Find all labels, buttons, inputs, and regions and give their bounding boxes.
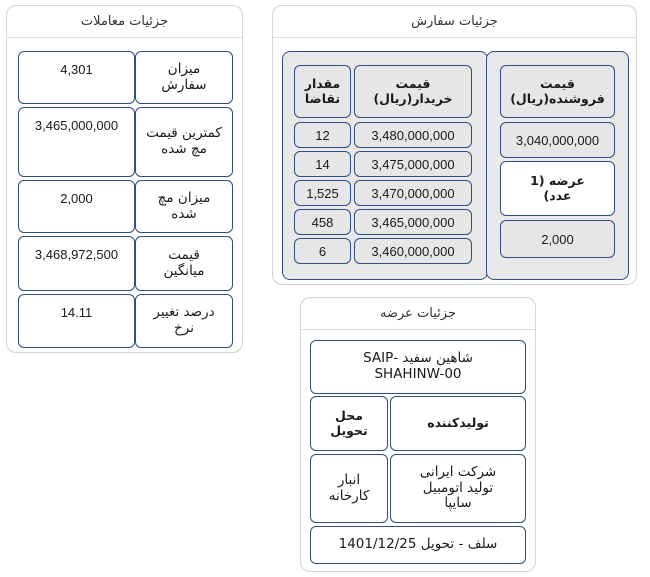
demand-qty-5: 6	[294, 238, 351, 264]
buyer-price-4: 3,465,000,000	[354, 209, 472, 235]
supply-body	[301, 330, 535, 571]
supply-count-header: عرضه (1 عدد)	[500, 161, 615, 216]
delivery-place-value: انبار کارخانه	[310, 454, 388, 523]
demand-qty-1: 12	[294, 122, 351, 148]
average-price-label: قیمت میانگین	[135, 236, 233, 291]
order-volume-value: 4,301	[18, 51, 135, 104]
demand-qty-header: مقدار تقاضا	[294, 65, 351, 118]
rate-change-value: 14.11	[18, 294, 135, 348]
buyer-price-header: قیمت خریدار(ریال)	[354, 65, 472, 118]
demand-qty-3: 1,525	[294, 180, 351, 206]
transactions-body	[7, 38, 242, 352]
supply-count-value: 2,000	[500, 220, 615, 258]
buyer-price-1: 3,480,000,000	[354, 122, 472, 148]
order-panel	[272, 5, 637, 285]
transactions-panel	[6, 5, 243, 353]
buyer-price-3: 3,470,000,000	[354, 180, 472, 206]
rate-change-label: درصد تغییر نرخ	[135, 294, 233, 348]
delivery-place-label: محل تحویل	[310, 396, 388, 451]
buyer-price-5: 3,460,000,000	[354, 238, 472, 264]
min-matched-price-label: کمترین قیمت مچ شده	[135, 107, 233, 177]
product-name: شاهین سفید -SAIP SHAHINW-00	[310, 340, 526, 394]
demand-qty-4: 458	[294, 209, 351, 235]
transactions-title: جزئیات معاملات	[7, 6, 242, 38]
order-body	[273, 38, 636, 284]
order-volume-label: میزان سفارش	[135, 51, 233, 104]
supply-panel	[300, 297, 536, 572]
buyer-price-2: 3,475,000,000	[354, 151, 472, 177]
seller-price-value: 3,040,000,000	[500, 122, 615, 158]
matched-volume-value: 2,000	[18, 180, 135, 233]
supply-title: جزئیات عرضه	[301, 298, 535, 330]
producer-value: شرکت ایرانی تولید اتومبیل سایپا	[390, 454, 526, 523]
matched-volume-label: میزان مچ شده	[135, 180, 233, 233]
min-matched-price-value: 3,465,000,000	[18, 107, 135, 177]
seller-price-header: قیمت فروشنده(ریال)	[500, 65, 615, 118]
producer-label: تولیدکننده	[390, 396, 526, 451]
demand-qty-2: 14	[294, 151, 351, 177]
buyers-box	[282, 51, 488, 280]
order-title: جزئیات سفارش	[273, 6, 636, 38]
average-price-value: 3,468,972,500	[18, 236, 135, 291]
seller-box	[486, 51, 629, 280]
settlement-info: سلف - تحویل 1401/12/25	[310, 526, 526, 564]
